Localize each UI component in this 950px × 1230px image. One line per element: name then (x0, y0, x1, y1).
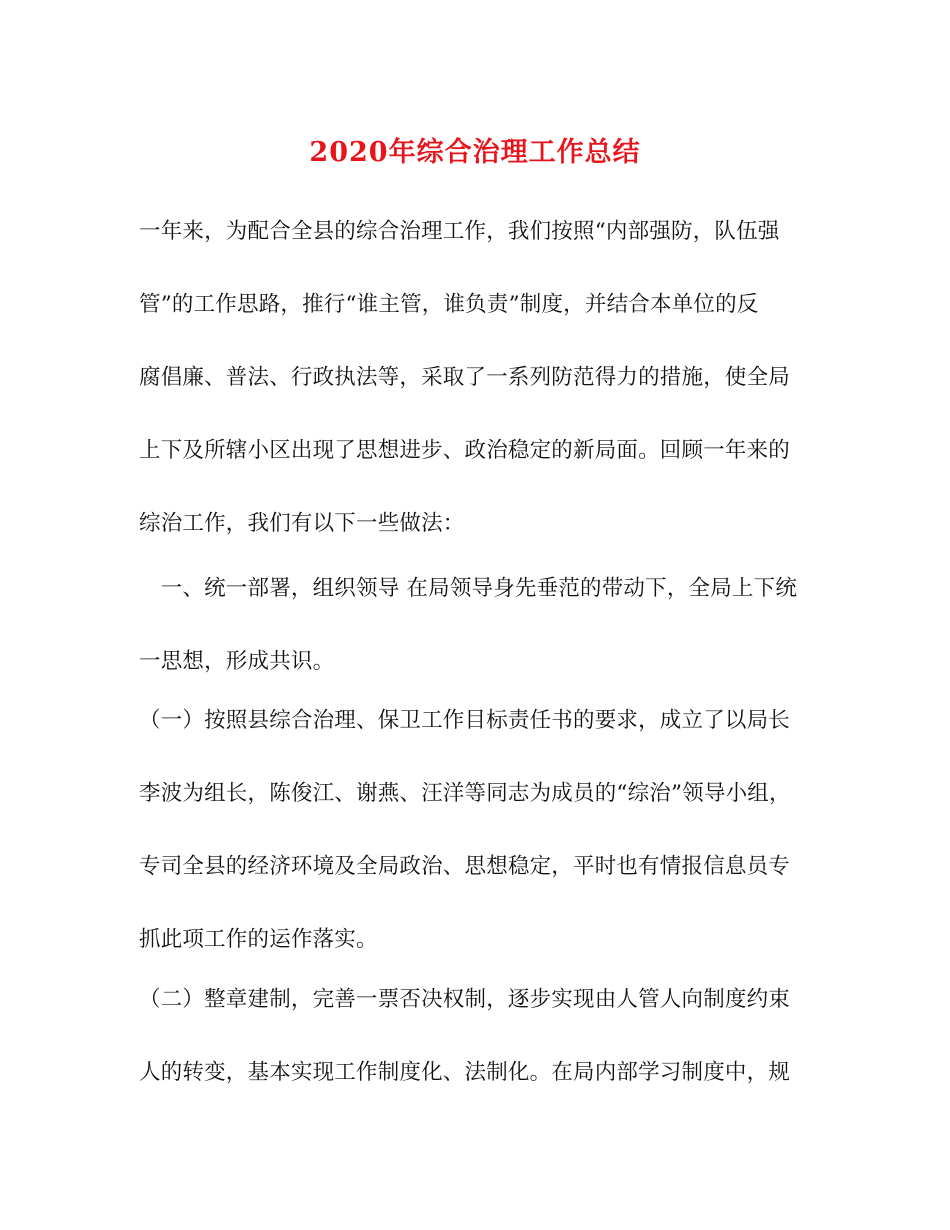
subsection-1-line-2: 李波为组长，陈俊江、谢燕、汪洋等同志为成员的“综治”领导小组， (139, 781, 791, 806)
body-line-1: 一年来，为配合全县的综合治理工作，我们按照“内部强防，队伍强 (139, 219, 780, 244)
body-line-3: 腐倡廉、普法、行政执法等，采取了一系列防范得力的措施，使全局 (139, 365, 791, 390)
section-heading-1: 一、统一部署，组织领导 在局领导身先垂范的带动下，全局上下统 (139, 576, 798, 601)
subsection-1-line-1: （一）按照县综合治理、保卫工作目标责任书的要求，成立了以局长 (139, 708, 791, 733)
document-title: 2020年综合治理工作总结 (309, 137, 641, 168)
subsection-1-line-3: 专司全县的经济环境及全局政治、思想稳定，平时也有情报信息员专 (139, 854, 791, 879)
subsection-1-line-4: 抓此项工作的运作落实。 (139, 927, 378, 952)
subsection-2-line-1: （二）整章建制，完善一票否决权制，逐步实现由人管人向制度约束 (139, 987, 791, 1012)
body-line-7: 一思想，形成共识。 (139, 649, 335, 674)
body-line-2: 管”的工作思路，推行“谁主管，谁负责”制度，并结合本单位的反 (139, 292, 759, 317)
subsection-2-line-2: 人的转变，基本实现工作制度化、法制化。在局内部学习制度中，规 (139, 1060, 791, 1085)
body-line-5: 综治工作，我们有以下一些做法： (139, 511, 465, 536)
body-line-4: 上下及所辖小区出现了思想进步、政治稳定的新局面。回顾一年来的 (139, 438, 791, 463)
